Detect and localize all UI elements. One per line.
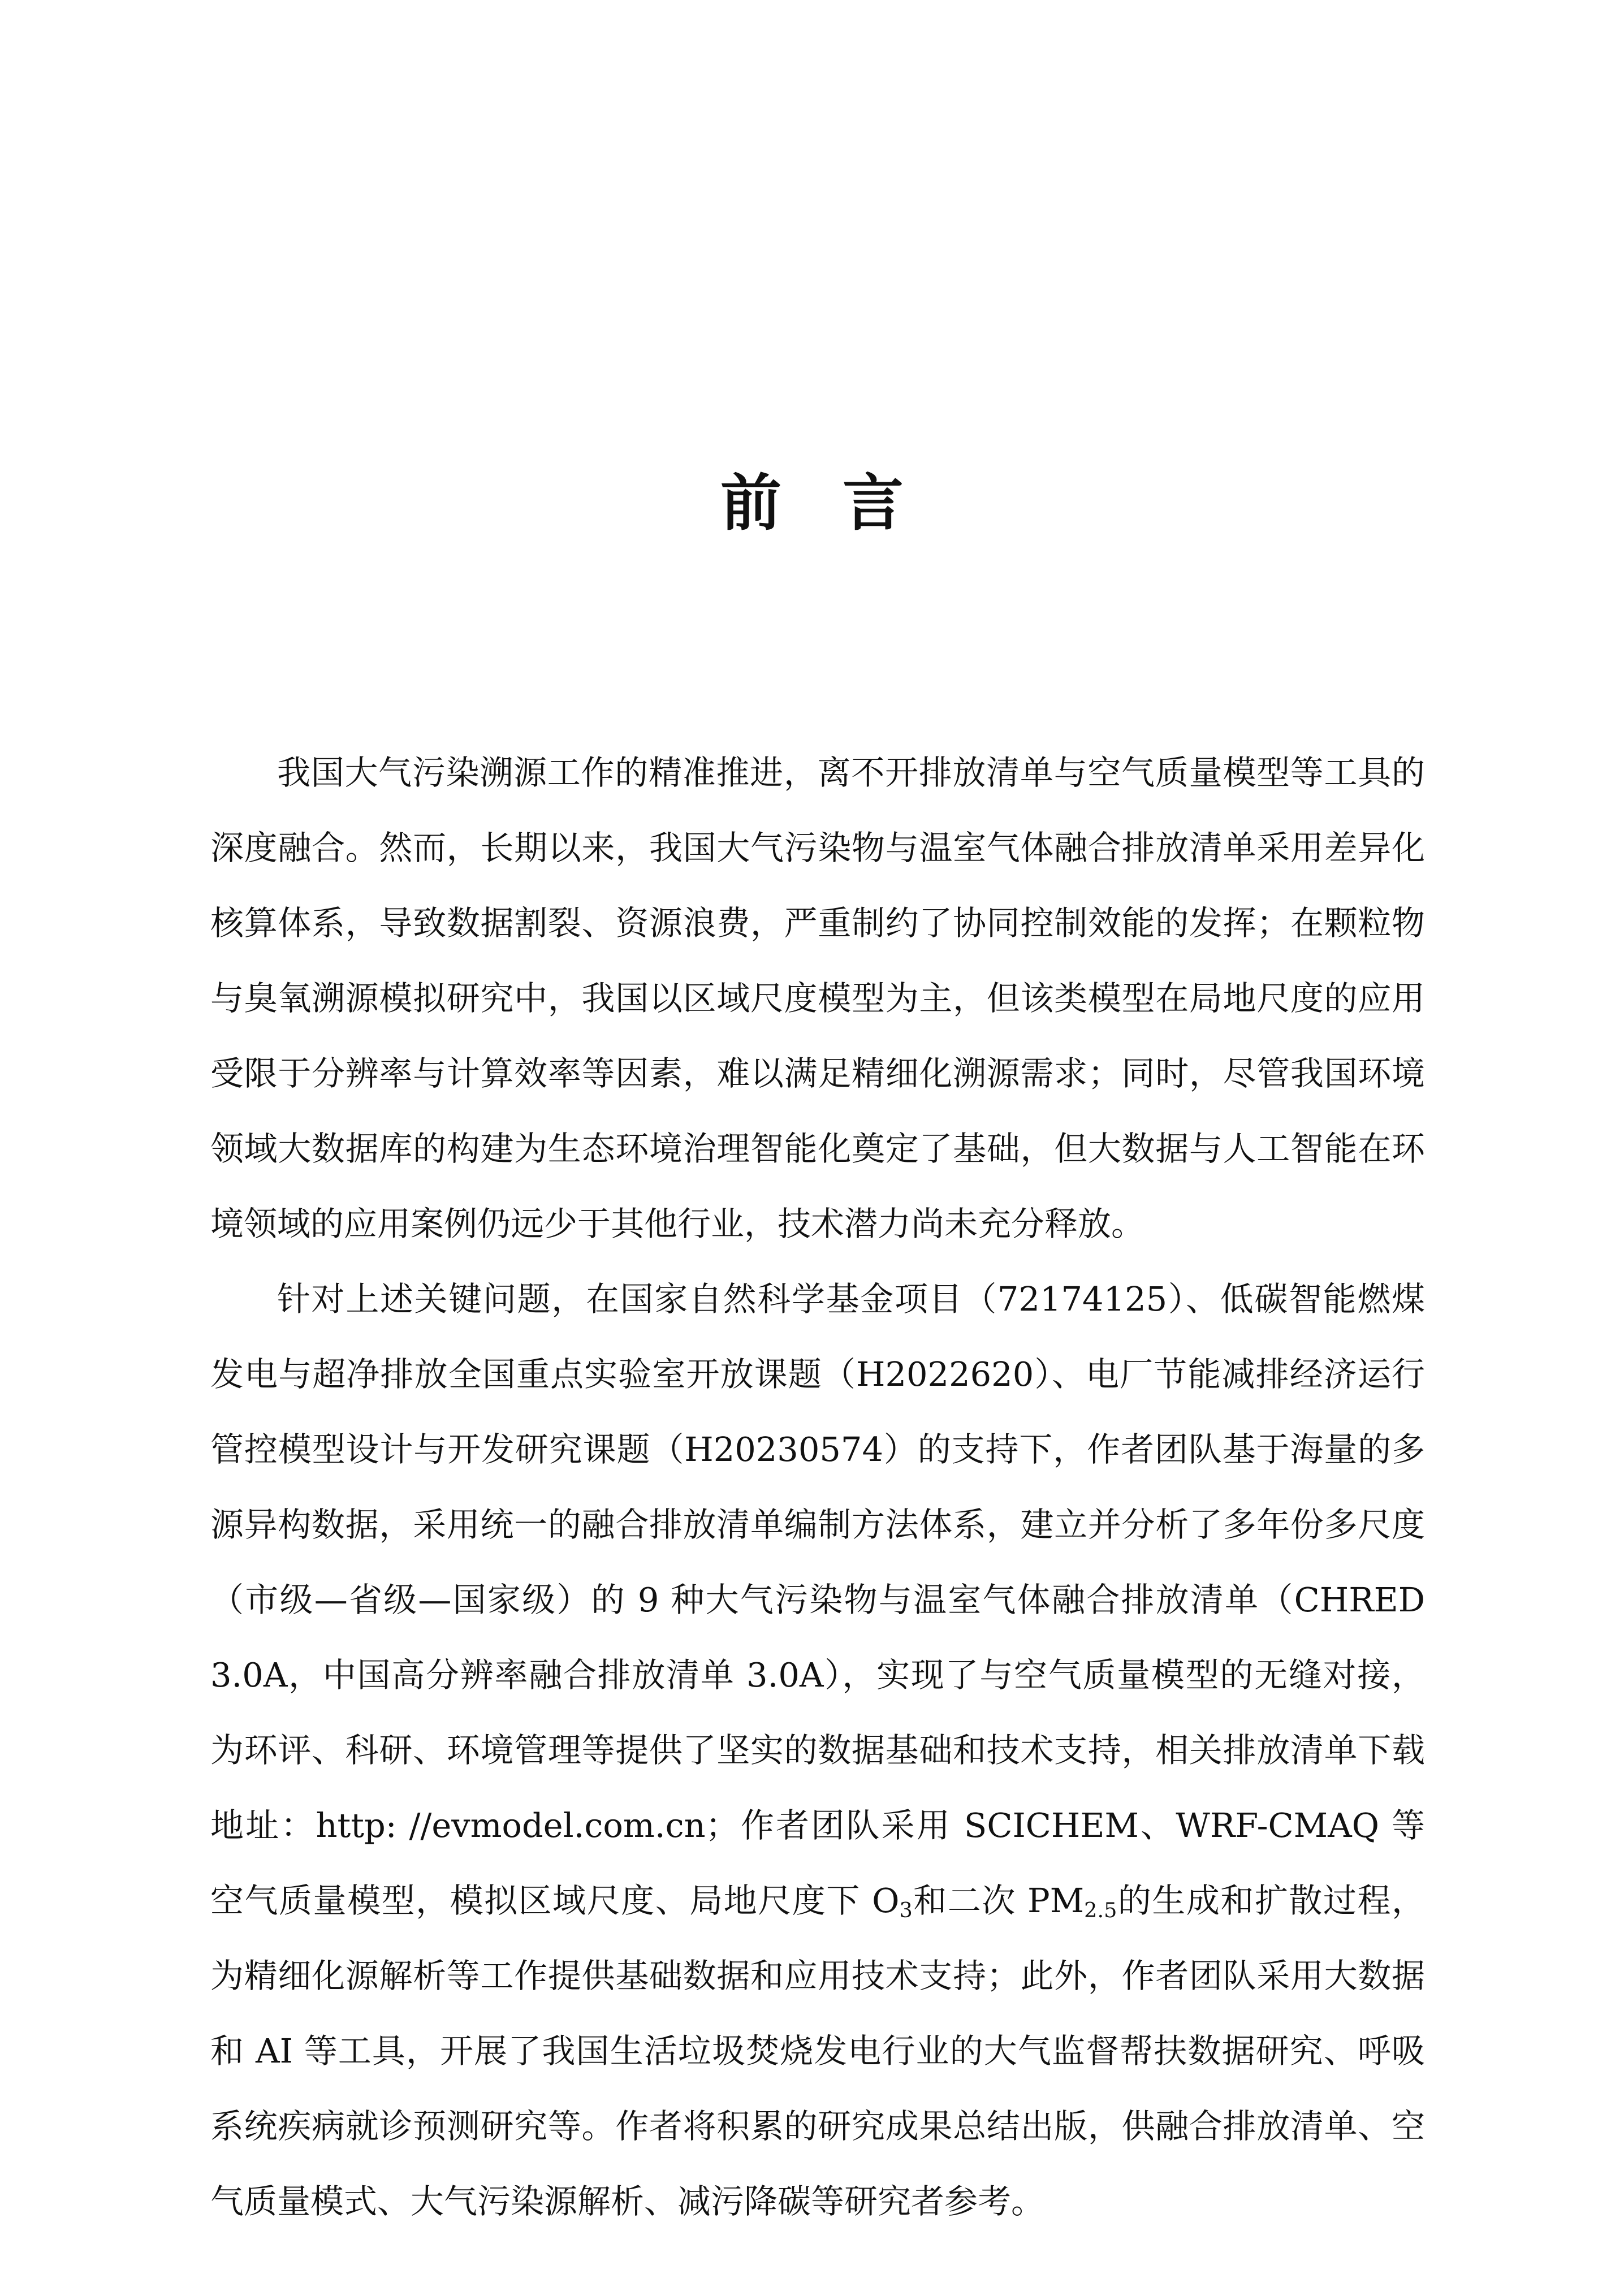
o3-subscript: 3 <box>899 1898 913 1923</box>
pm-subscript: 2.5 <box>1084 1898 1117 1923</box>
paragraph-2 <box>210 1261 1425 2239</box>
body-text <box>210 735 1425 2239</box>
page-title: 前 言 <box>720 468 904 539</box>
paragraph-1: 我国大气污染溯源工作的精准推进，离不开排放清单与空气质量模型等工具的深度融合。然而，长期以来，我国大气污染物与温室气体融合排放清单采用差异化核算体系，导致数据割裂、资源浪费，严重制约了协同控制效能的发挥；在颗粒物与臭氧溯源模拟研究中，我国以区域尺度模型为主，但该类模型在局地尺度的应用受限于分辨率与计算效率等因素，难以满足精细化溯源需求；同时，尽管我国环境领域大数据库的构建为生态环境治理智能化奠定了基础，但大数据与人工智能在环境领域的应用案例仍远少于其他行业，技术潜力尚未充分释放。 <box>210 753 1425 1243</box>
paragraph-2-part-c: 的生成和扩散过程，为精细化源解析等工作提供基础数据和应用技术支持；此外，作者团队采用大数据和 AI 等工具，开展了我国生活垃圾焚烧发电行业的大气监督帮扶数据研究、呼吸系统疾病就诊预测研究等。作者将积累的研究成果总结出版，供融合排放清单、空气质量模式、大气污染源解析、减污降碳等研究者参考。 <box>210 1881 1425 2221</box>
paragraph-2-part-b: 和二次 PM <box>912 1881 1085 1920</box>
paragraph-2-part-a: 针对上述关键问题，在国家自然科学基金项目（72174125）、低碳智能燃煤发电与超净排放全国重点实验室开放课题（H2022620）、电厂节能减排经济运行管控模型设计与开发研究课题（H20230574）的支持下，作者团队基于海量的多源异构数据，采用统一的融合排放清单编制方法体系，建立并分析了多年份多尺度（市级—省级—国家级）的 9 种大气污染物与温室气体融合排放清单（CHRED 3.0A，中国高分辨率融合排放清单 3.0A），实现了与空气质量模型的无缝对接，为环评、科研、环境管理等提供了坚实的数据基础和技术支持，相关排放清单下载地址：http: //evmodel.com.cn；作者团队采用 SCICHEM、WRF-CMAQ 等空气质量模型，模拟区域尺度、局地尺度下 O <box>210 1279 1425 1920</box>
